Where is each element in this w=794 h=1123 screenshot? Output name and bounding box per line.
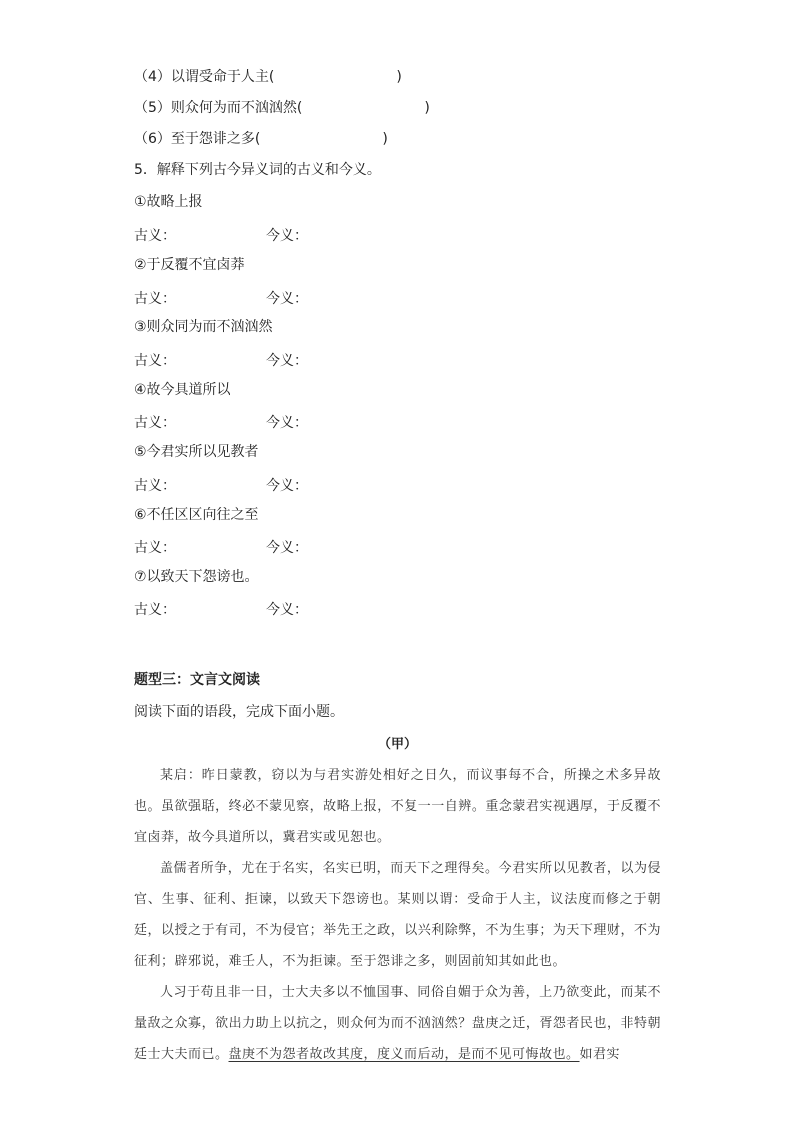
q4-item-5: （5）则众何为而不汹汹然( ) [134, 100, 430, 116]
q5-item-5: ⑤今君实所以见教者 [134, 444, 259, 460]
passage-title: （甲） [377, 737, 417, 752]
q5-item-2: ②于反覆不宜卤莽 [134, 257, 245, 273]
q5-heading: 5．解释下列古今异义词的古义和今义。 [134, 162, 381, 178]
jin-label: 今义： [266, 353, 308, 369]
gu-label: 古义： [134, 415, 176, 431]
q5-item-1: ①故略上报 [134, 194, 203, 210]
underlined-sentence: 盘庚不为怨者故改其度，度义而后动，是而不见可悔故也。 [228, 1047, 580, 1062]
gu-label: 古义： [134, 478, 176, 494]
gu-label: 古义： [134, 353, 176, 369]
q4-item-6: （6）至于怨诽之多( ) [134, 131, 388, 147]
jin-label: 今义： [266, 478, 308, 494]
jin-label: 今义： [266, 602, 308, 618]
q4-item-4: （4）以谓受命于人主( ) [134, 69, 402, 85]
passage-paragraph-3: 人习于苟且非一日，士大夫多以不恤国事、同俗自媚于众为善，上乃欲变此，而某不量敌之众寡，欲出力助上以抗之，则众何为而不汹汹然？盘庚之迁，胥怨者民也，非特朝廷士大夫而已。盘庚不为怨者故改其度，度义而后动，是而不见可悔故也。如君实 [134, 985, 661, 1062]
jin-label: 今义： [266, 228, 308, 244]
passage-paragraph-1: 某启：昨日蒙教，窃以为与君实游处相好之日久，而议事每不合，所操之术多异故也。虽欲强聒，终必不蒙见察，故略上报，不复一一自辨。重念蒙君实视遇厚，于反覆不宜卤莽，故今具道所以，冀君实或见恕也。 [134, 768, 661, 845]
jin-label: 今义： [266, 415, 308, 431]
section-title: 题型三：文言文阅读 [134, 672, 260, 688]
jin-label: 今义： [266, 540, 308, 556]
q5-item-7: ⑦以致天下怨谤也。 [134, 569, 259, 585]
q5-item-4: ④故今具道所以 [134, 382, 231, 398]
q5-item-3: ③则众同为而不汹汹然 [134, 319, 273, 335]
jin-label: 今义： [266, 291, 308, 307]
gu-label: 古义： [134, 540, 176, 556]
section-instruction: 阅读下面的语段，完成下面小题。 [134, 704, 344, 720]
gu-label: 古义： [134, 228, 176, 244]
q5-item-6: ⑥不任区区向往之至 [134, 507, 259, 523]
passage-paragraph-2: 盖儒者所争，尤在于名实，名实已明，而天下之理得矣。今君实所以见教者，以为侵官、生事、征利、拒谏，以致天下怨谤也。某则以谓：受命于人主，议法度而修之于朝廷，以授之于有司，不为侵官；举先王之政，以兴利除弊，不为生事；为天下理财，不为征利；辟邪说，难壬人，不为拒谏。至于怨诽之多，则固前知其如此也。 [134, 861, 661, 969]
passage-body [134, 760, 661, 1070]
gu-label: 古义： [134, 602, 176, 618]
gu-label: 古义： [134, 291, 176, 307]
